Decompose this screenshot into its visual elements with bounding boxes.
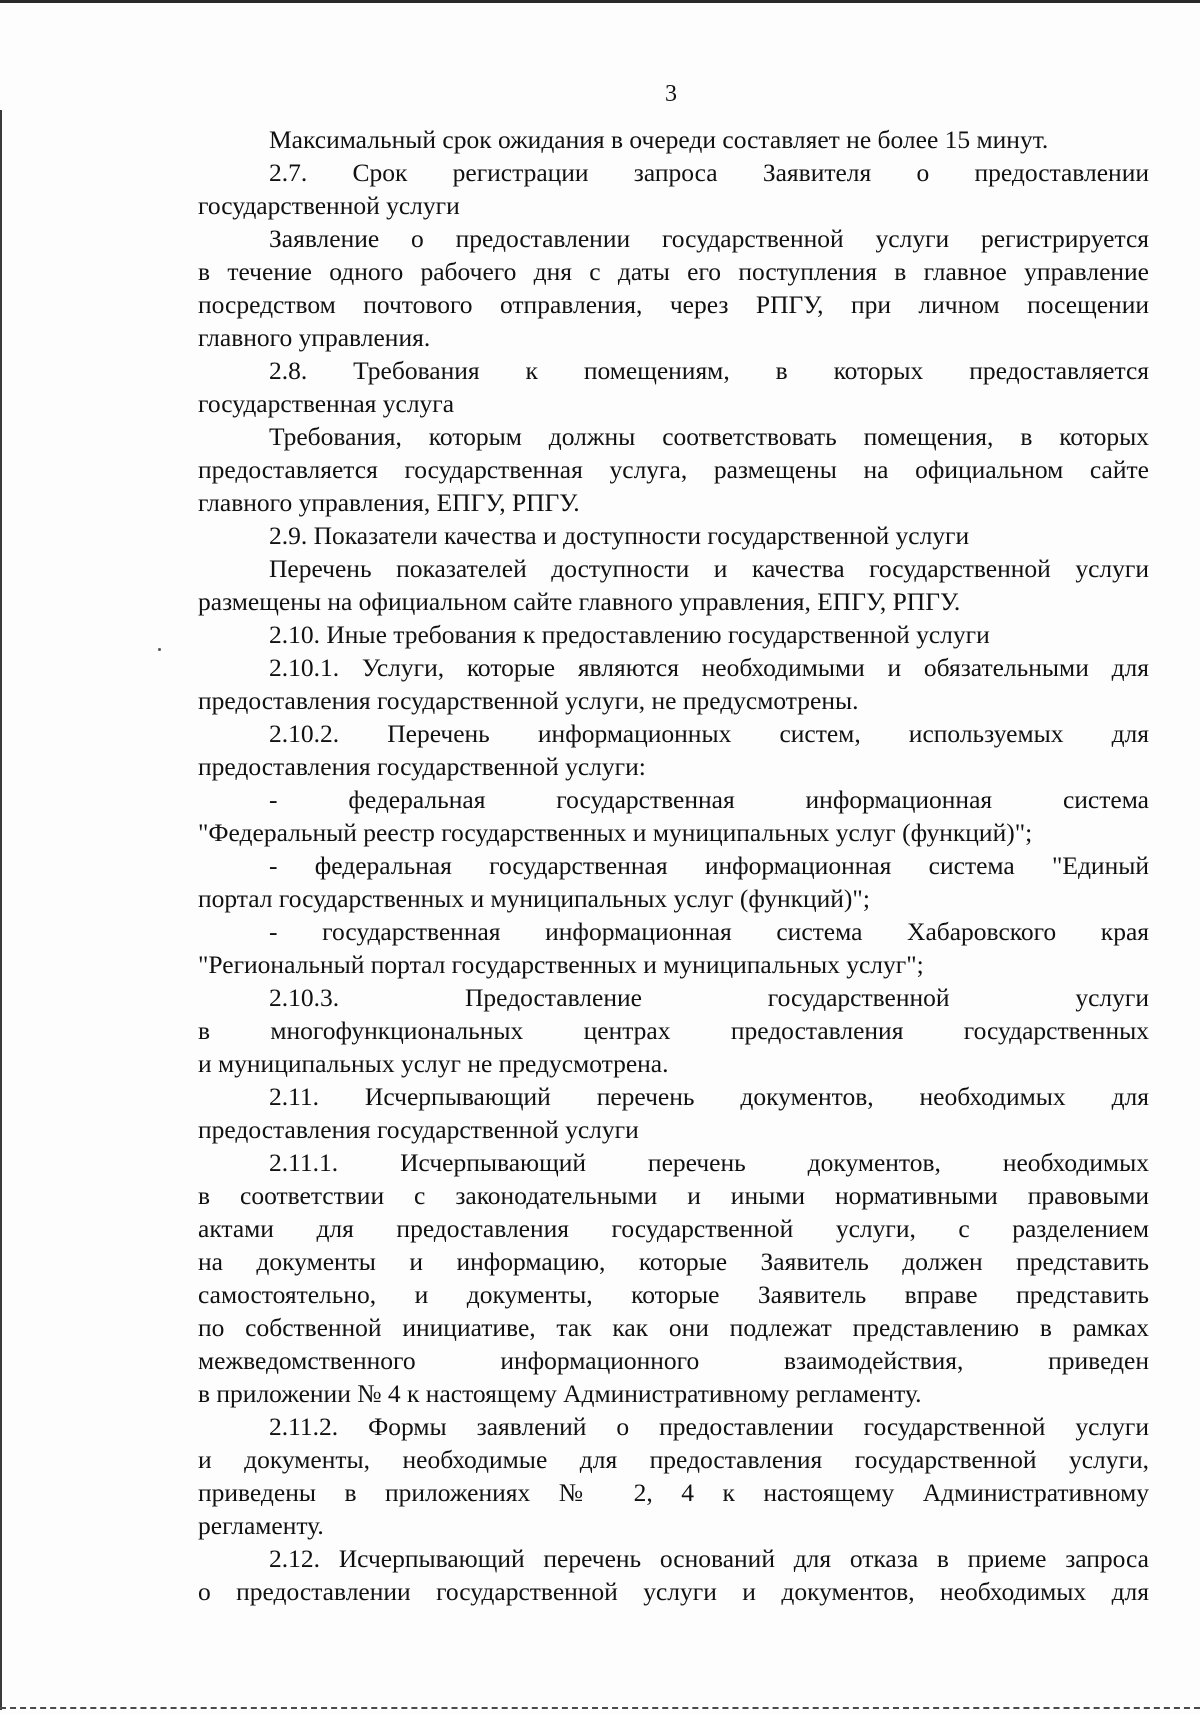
text-line: - федеральная государственная информационная система "Единый: [269, 851, 1149, 880]
text-line: 2.9. Показатели качества и доступности государственной услуги: [269, 521, 970, 550]
text-line: 2.7. Срок регистрации запроса Заявителя о предоставлении: [269, 158, 1149, 187]
text-line: 2.10.1. Услуги, которые являются необходимыми и обязательными для: [269, 653, 1149, 682]
text-line: государственной услуги: [198, 191, 460, 220]
text-line: главного управления, ЕПГУ, РПГУ.: [198, 488, 580, 517]
text-line: 2.11. Исчерпывающий перечень документов, необходимых для: [269, 1082, 1149, 1111]
text-line: и муниципальных услуг не предусмотрена.: [198, 1049, 669, 1078]
text-line: 2.10. Иные требования к предоставлению государственной услуги: [269, 620, 990, 649]
text-line: предоставления государственной услуги: [198, 1115, 639, 1144]
scan-left-edge: [0, 110, 2, 1710]
text-line: 2.11.2. Формы заявлений о предоставлении государственной услуги: [269, 1412, 1149, 1441]
text-line: предоставления государственной услуги:: [198, 752, 646, 781]
scan-bottom-edge: [0, 1707, 1200, 1709]
text-line: посредством почтового отправления, через РПГУ, при личном посещении: [198, 290, 1149, 319]
text-line: Заявление о предоставлении государственной услуги регистрируется: [269, 224, 1149, 253]
text-line: предоставляется государственная услуга, размещены на официальном сайте: [198, 455, 1149, 484]
text-line: в течение одного рабочего дня с даты его поступления в главное управление: [198, 257, 1149, 286]
text-line: портал государственных и муниципальных услуг (функций)";: [198, 884, 870, 913]
text-line: по собственной инициативе, так как они подлежат представлению в рамках: [198, 1313, 1149, 1342]
scan-top-edge: [0, 0, 1200, 3]
document-body: [198, 123, 1149, 1608]
page-number: 3: [665, 81, 677, 107]
text-line: Максимальный срок ожидания в очереди составляет не более 15 минут.: [269, 125, 1049, 154]
text-line: и документы, необходимые для предоставления государственной услуги,: [198, 1445, 1149, 1474]
text-line: в приложении № 4 к настоящему Административному регламенту.: [198, 1379, 922, 1408]
text-line: о предоставлении государственной услуги и документов, необходимых для: [198, 1577, 1149, 1606]
text-line: главного управления.: [198, 323, 431, 352]
text-line: актами для предоставления государственной услуги, с разделением: [198, 1214, 1149, 1243]
text-line: 2.8. Требования к помещениям, в которых предоставляется: [269, 356, 1149, 385]
text-line: приведены в приложениях № 2, 4 к настоящему Административному: [198, 1478, 1149, 1507]
text-line: межведомственного информационного взаимодействия, приведен: [198, 1346, 1149, 1375]
text-line: - государственная информационная система Хабаровского края: [269, 917, 1149, 946]
text-line: в многофункциональных центрах предоставления государственных: [198, 1016, 1149, 1045]
text-line: самостоятельно, и документы, которые Заявитель вправе представить: [198, 1280, 1149, 1309]
text-line: регламенту.: [198, 1511, 324, 1540]
text-line: государственная услуга: [198, 389, 455, 418]
text-line: в соответствии с законодательными и иными нормативными правовыми: [198, 1181, 1149, 1210]
text-line: "Федеральный реестр государственных и муниципальных услуг (функций)";: [198, 818, 1033, 847]
text-line: - федеральная государственная информационная система: [269, 785, 1149, 814]
text-line: на документы и информацию, которые Заявитель должен представить: [198, 1247, 1149, 1276]
text-line: предоставления государственной услуги, не предусмотрены.: [198, 686, 859, 715]
text-line: 2.11.1. Исчерпывающий перечень документов, необходимых: [269, 1148, 1149, 1177]
text-line: "Региональный портал государственных и муниципальных услуг";: [198, 950, 924, 979]
text-line: 2.10.3. Предоставление государственной услуги: [269, 983, 1149, 1012]
text-line: 2.12. Исчерпывающий перечень оснований для отказа в приеме запроса: [269, 1544, 1149, 1573]
text-line: Перечень показателей доступности и качества государственной услуги: [269, 554, 1149, 583]
text-line: Требования, которым должны соответствовать помещения, в которых: [269, 422, 1149, 451]
scan-speck: [158, 648, 161, 651]
text-line: размещены на официальном сайте главного управления, ЕПГУ, РПГУ.: [198, 587, 961, 616]
text-line: 2.10.2. Перечень информационных систем, используемых для: [269, 719, 1149, 748]
